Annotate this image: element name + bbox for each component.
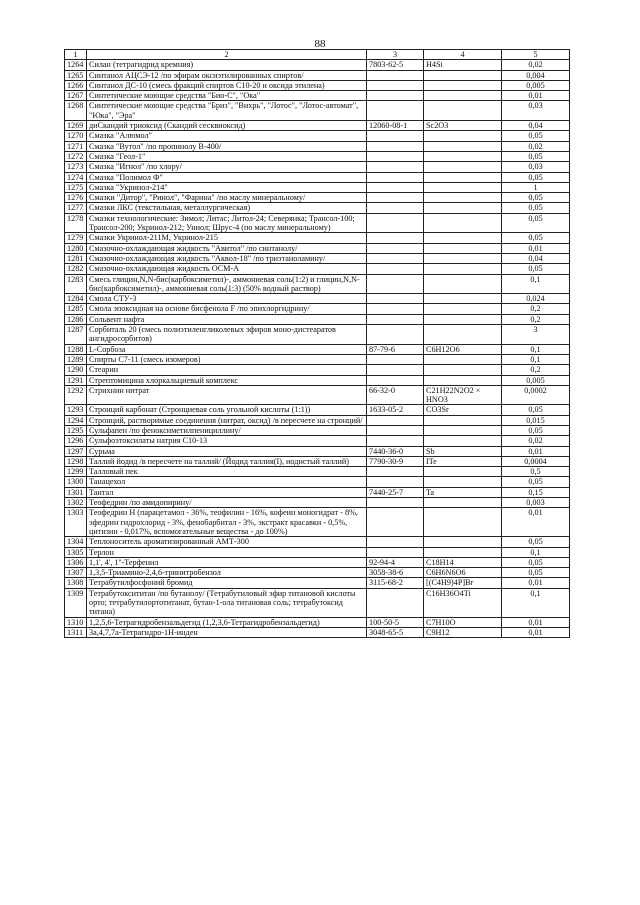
cas-number <box>367 243 424 253</box>
table-body <box>65 60 570 638</box>
row-number: 1279 <box>65 233 87 243</box>
row-number: 1282 <box>65 264 87 274</box>
header-col-4: 4 <box>424 50 502 60</box>
cas-number: 7440-36-0 <box>367 446 424 456</box>
chemical-formula: H4Si <box>424 60 502 70</box>
chemical-formula <box>424 131 502 141</box>
cas-number: 3058-38-6 <box>367 568 424 578</box>
substance-name: Тантал <box>87 487 367 497</box>
table-row <box>65 415 570 425</box>
table-row <box>65 365 570 375</box>
substance-name: Сурьма <box>87 446 367 456</box>
cas-number: 66-32-0 <box>367 385 424 405</box>
substance-name: L-Сорбоза <box>87 344 367 354</box>
limit-value: 0,1 <box>502 354 570 364</box>
chemical-formula <box>424 243 502 253</box>
row-number: 1286 <box>65 314 87 324</box>
chemical-formula <box>424 233 502 243</box>
chemical-formula <box>424 467 502 477</box>
limit-value: 0,03 <box>502 101 570 121</box>
table-row <box>65 508 570 537</box>
row-number: 1278 <box>65 213 87 233</box>
table-row <box>65 243 570 253</box>
cas-number <box>367 508 424 537</box>
chemical-formula <box>424 213 502 233</box>
substance-name: Синтанол АЦСЭ-12 /по эфирам оксиэтилированных спиртов/ <box>87 70 367 80</box>
limit-value: 0,05 <box>502 477 570 487</box>
limit-value: 0,05 <box>502 172 570 182</box>
table-row <box>65 172 570 182</box>
chemical-formula <box>424 375 502 385</box>
cas-number: 12060-08-1 <box>367 121 424 131</box>
table-row <box>65 141 570 151</box>
table-row <box>65 264 570 274</box>
table-row <box>65 578 570 588</box>
substance-name: 1,1', 4', 1''-Терфенил <box>87 557 367 567</box>
limit-value: 0,05 <box>502 405 570 415</box>
header-col-2: 2 <box>87 50 367 60</box>
limit-value: 0,01 <box>502 91 570 101</box>
cas-number <box>367 274 424 294</box>
row-number: 1291 <box>65 375 87 385</box>
header-col-5: 5 <box>502 50 570 60</box>
cas-number: 3115-68-2 <box>367 578 424 588</box>
chemical-formula <box>424 264 502 274</box>
table-row <box>65 547 570 557</box>
cas-number <box>367 193 424 203</box>
cas-number: 7790-30-9 <box>367 456 424 466</box>
substance-name: Смесь глицин,N,N-бис(карбоксиметил)-, аммониевая соль(1:2) и глицин,N,N-бис(карбоксиметил)-, аммониевая соль(1:3) (50% водный раствор) <box>87 274 367 294</box>
cas-number <box>367 588 424 617</box>
row-number: 1274 <box>65 172 87 182</box>
substance-name: Тетрабутилфосфоний бромид <box>87 578 367 588</box>
table-row <box>65 213 570 233</box>
substance-name: Синтетические моющие средства "Био-С", "Ока" <box>87 91 367 101</box>
chemical-formula <box>424 314 502 324</box>
row-number: 1288 <box>65 344 87 354</box>
cas-number: 100-50-5 <box>367 617 424 627</box>
chemical-formula <box>424 354 502 364</box>
table-row <box>65 436 570 446</box>
row-number: 1265 <box>65 70 87 80</box>
limit-value: 0,1 <box>502 547 570 557</box>
row-number: 1285 <box>65 304 87 314</box>
chemical-formula: C16H36O4Ti <box>424 588 502 617</box>
cas-number <box>367 375 424 385</box>
chemical-formula <box>424 141 502 151</box>
cas-number <box>367 304 424 314</box>
limit-value: 0,05 <box>502 537 570 547</box>
table-row <box>65 203 570 213</box>
row-number: 1290 <box>65 365 87 375</box>
substance-name: Смазка "Вутол" /по пропинолу В-400/ <box>87 141 367 151</box>
substance-name: Теплоноситель ароматизированный АМТ-300 <box>87 537 367 547</box>
table-row <box>65 304 570 314</box>
limit-value: 0,1 <box>502 274 570 294</box>
cas-number <box>367 151 424 161</box>
row-number: 1308 <box>65 578 87 588</box>
row-number: 1272 <box>65 151 87 161</box>
table-row <box>65 425 570 435</box>
substance-name: Смазочно-охлаждающая жидкость "Авитол" /по синтанолу/ <box>87 243 367 253</box>
limit-value: 0,01 <box>502 243 570 253</box>
header-row <box>65 50 570 60</box>
cas-number <box>367 182 424 192</box>
table-row <box>65 274 570 294</box>
limit-value: 0,02 <box>502 436 570 446</box>
substance-name: Смазки Укринол-211М, Укринол-215 <box>87 233 367 243</box>
row-number: 1268 <box>65 101 87 121</box>
table-row <box>65 193 570 203</box>
limit-value: 0,01 <box>502 508 570 537</box>
substance-name: Стронций, растворимые соединения (нитрат, оксид) /в пересчете на стронций/ <box>87 415 367 425</box>
chemical-formula: C18H14 <box>424 557 502 567</box>
limit-value: 0,04 <box>502 121 570 131</box>
table-row <box>65 588 570 617</box>
substance-name: Тетрабутоксититан /по бутанолу/ (Тетрабутиловый эфир титановой кислоты орто; тетрабутилортотитанат, бутан-1-ола титановая соль; тетрабутоксид титана) <box>87 588 367 617</box>
row-number: 1305 <box>65 547 87 557</box>
row-number: 1273 <box>65 162 87 172</box>
limit-value: 0,02 <box>502 141 570 151</box>
table-row <box>65 354 570 364</box>
row-number: 1307 <box>65 568 87 578</box>
limit-value: 0,0004 <box>502 456 570 466</box>
table-row <box>65 131 570 141</box>
substance-name: Смазка "Алюмол" <box>87 131 367 141</box>
table-row <box>65 537 570 547</box>
row-number: 1294 <box>65 415 87 425</box>
row-number: 1283 <box>65 274 87 294</box>
substance-name: Стронций карбонат (Стронциевая соль угольной кислоты (1:1)) <box>87 405 367 415</box>
limit-value: 0,05 <box>502 131 570 141</box>
limit-value: 0,05 <box>502 425 570 435</box>
table-row <box>65 162 570 172</box>
chemical-formula: Ta <box>424 487 502 497</box>
table-row <box>65 498 570 508</box>
substance-name: Стрихнин нитрат <box>87 385 367 405</box>
cas-number <box>367 477 424 487</box>
limit-value: 0,003 <box>502 498 570 508</box>
row-number: 1280 <box>65 243 87 253</box>
limit-value: 0,2 <box>502 314 570 324</box>
cas-number <box>367 162 424 172</box>
substance-name: Теофедрин /по амидопирину/ <box>87 498 367 508</box>
limit-value: 0,005 <box>502 80 570 90</box>
substances-table <box>64 49 570 638</box>
cas-number <box>367 547 424 557</box>
row-number: 1298 <box>65 456 87 466</box>
substance-name: Смазочно-охлаждающая жидкость "Аквол-18" /по триэтаноламину/ <box>87 253 367 263</box>
row-number: 1269 <box>65 121 87 131</box>
substance-name: Смазки "Дитор", "Ринол", "Фарина" /по маслу минеральному/ <box>87 193 367 203</box>
limit-value: 0,015 <box>502 415 570 425</box>
limit-value: 0,05 <box>502 233 570 243</box>
cas-number <box>367 213 424 233</box>
row-number: 1271 <box>65 141 87 151</box>
table-row <box>65 91 570 101</box>
row-number: 1299 <box>65 467 87 477</box>
row-number: 1292 <box>65 385 87 405</box>
row-number: 1289 <box>65 354 87 364</box>
substance-name: Танацехол <box>87 477 367 487</box>
row-number: 1284 <box>65 294 87 304</box>
cas-number <box>367 425 424 435</box>
limit-value: 0,05 <box>502 151 570 161</box>
substance-name: Теофедрин Н (парацетамол - 36%, теофилин - 16%, кофеин моногидрат - 8%, эфедрин гидрохлорид - 3%, фенобарбитал - 3%, экстракт красавки - 0,5%, цитизин - 0,017%, вспомогательные вещества - до 100%) <box>87 508 367 537</box>
chemical-formula <box>424 162 502 172</box>
chemical-formula <box>424 477 502 487</box>
cas-number <box>367 141 424 151</box>
chemical-formula <box>424 547 502 557</box>
substance-name: Смазки технологические: Зимол; Литас; Литол-24; Северянка; Трансол-100; Трансол-200; Укринол-212; Униол; Шрус-4 (по маслу минеральному) <box>87 213 367 233</box>
chemical-formula <box>424 203 502 213</box>
substance-name: Сульфапен /по феноксиметилпенициллину/ <box>87 425 367 435</box>
limit-value: 0,05 <box>502 568 570 578</box>
chemical-formula: ITe <box>424 456 502 466</box>
table-row <box>65 477 570 487</box>
substance-name: Талловый пек <box>87 467 367 477</box>
substance-name: 1,3,5-Триамино-2,4,6-тринитробензол <box>87 568 367 578</box>
limit-value: 0,0002 <box>502 385 570 405</box>
substance-name: Сорбиталь 20 (смесь полиэтиленгликолевых эфиров моно-дистеаратов ангидросорбитов) <box>87 325 367 345</box>
chemical-formula: CO3Sr <box>424 405 502 415</box>
row-number: 1303 <box>65 508 87 537</box>
table-row <box>65 385 570 405</box>
page-number: 88 <box>314 38 326 50</box>
limit-value: 0,5 <box>502 467 570 477</box>
table-row <box>65 70 570 80</box>
chemical-formula <box>424 101 502 121</box>
row-number: 1304 <box>65 537 87 547</box>
chemical-formula <box>424 436 502 446</box>
row-number: 1300 <box>65 477 87 487</box>
limit-value: 0,02 <box>502 60 570 70</box>
table-row <box>65 405 570 415</box>
cas-number <box>367 172 424 182</box>
cas-number: 92-94-4 <box>367 557 424 567</box>
cas-number: 7440-25-7 <box>367 487 424 497</box>
table-row <box>65 557 570 567</box>
row-number: 1287 <box>65 325 87 345</box>
substance-name: Смазка "Геол-1" <box>87 151 367 161</box>
table-row <box>65 375 570 385</box>
cas-number <box>367 101 424 121</box>
row-number: 1296 <box>65 436 87 446</box>
chemical-formula <box>424 325 502 345</box>
cas-number <box>367 264 424 274</box>
row-number: 1297 <box>65 446 87 456</box>
substance-name: Смола эпоксидная на основе бисфенола F /по эпихлоргидрину/ <box>87 304 367 314</box>
row-number: 1295 <box>65 425 87 435</box>
row-number: 1267 <box>65 91 87 101</box>
limit-value: 0,004 <box>502 70 570 80</box>
cas-number <box>367 436 424 446</box>
table-row <box>65 294 570 304</box>
cas-number <box>367 354 424 364</box>
chemical-formula: C6H12O6 <box>424 344 502 354</box>
chemical-formula: C21H22N2O2 × HNO3 <box>424 385 502 405</box>
limit-value: 0,1 <box>502 344 570 354</box>
substance-name: Смазка "Полимол Ф" <box>87 172 367 182</box>
chemical-formula <box>424 70 502 80</box>
chemical-formula <box>424 172 502 182</box>
row-number: 1301 <box>65 487 87 497</box>
chemical-formula: C9H12 <box>424 627 502 637</box>
table-row <box>65 487 570 497</box>
header-col-1: 1 <box>65 50 87 60</box>
limit-value: 0,2 <box>502 365 570 375</box>
cas-number <box>367 80 424 90</box>
cas-number <box>367 467 424 477</box>
limit-value: 0,1 <box>502 588 570 617</box>
table-row <box>65 233 570 243</box>
chemical-formula <box>424 182 502 192</box>
chemical-formula <box>424 425 502 435</box>
cas-number <box>367 91 424 101</box>
cas-number <box>367 70 424 80</box>
limit-value: 0,024 <box>502 294 570 304</box>
header-col-3: 3 <box>367 50 424 60</box>
limit-value: 0,05 <box>502 203 570 213</box>
row-number: 1306 <box>65 557 87 567</box>
cas-number <box>367 294 424 304</box>
row-number: 1281 <box>65 253 87 263</box>
table-row <box>65 101 570 121</box>
chemical-formula: C6H6N6O6 <box>424 568 502 578</box>
chemical-formula <box>424 304 502 314</box>
cas-number <box>367 203 424 213</box>
substance-name: Смазка "Игнол" /по хлору/ <box>87 162 367 172</box>
cas-number <box>367 314 424 324</box>
table-row <box>65 253 570 263</box>
cas-number: 7803-62-5 <box>367 60 424 70</box>
limit-value: 0,05 <box>502 213 570 233</box>
substance-name: Смола СТУ-3 <box>87 294 367 304</box>
cas-number <box>367 415 424 425</box>
chemical-formula <box>424 193 502 203</box>
chemical-formula <box>424 508 502 537</box>
substance-name: Синтанол ДС-10 (смесь фракций спиртов С10-20 и оксида этилена) <box>87 80 367 90</box>
cas-number <box>367 325 424 345</box>
cas-number <box>367 131 424 141</box>
substance-name: Спирты С7-11 (смесь изомеров) <box>87 354 367 364</box>
limit-value: 0,05 <box>502 557 570 567</box>
row-number: 1264 <box>65 60 87 70</box>
limit-value: 3 <box>502 325 570 345</box>
row-number: 1310 <box>65 617 87 627</box>
cas-number: 1633-05-2 <box>367 405 424 415</box>
limit-value: 0,04 <box>502 253 570 263</box>
substance-name: Сульфоэтоксилаты натрия С10-13 <box>87 436 367 446</box>
limit-value: 0,03 <box>502 162 570 172</box>
table-row <box>65 60 570 70</box>
substance-name: Сольвент нафта <box>87 314 367 324</box>
substance-name: Терлон <box>87 547 367 557</box>
table-row <box>65 467 570 477</box>
table-row <box>65 121 570 131</box>
limit-value: 0,05 <box>502 193 570 203</box>
row-number: 1311 <box>65 627 87 637</box>
cas-number: 87-79-6 <box>367 344 424 354</box>
row-number: 1270 <box>65 131 87 141</box>
chemical-formula <box>424 365 502 375</box>
substance-name: Таллий йодид /в пересчете на таллий/ (Йодид таллия(I), иодистый таллий) <box>87 456 367 466</box>
table-row <box>65 344 570 354</box>
substance-name: Стрептомицина хлоркальциевый комплекс <box>87 375 367 385</box>
table-row <box>65 456 570 466</box>
chemical-formula <box>424 80 502 90</box>
chemical-formula <box>424 253 502 263</box>
substance-name: Смазки ЛКС (текстильная, металлургическая) <box>87 203 367 213</box>
cas-number <box>367 253 424 263</box>
limit-value: 0,15 <box>502 487 570 497</box>
limit-value: 0,01 <box>502 446 570 456</box>
substance-name: Стеарин <box>87 365 367 375</box>
limit-value: 1 <box>502 182 570 192</box>
cas-number <box>367 537 424 547</box>
substance-name: 3а,4,7,7а-Тетрагидро-1Н-инден <box>87 627 367 637</box>
substance-name: диСкандий триоксид (Скандий сесквиоксид) <box>87 121 367 131</box>
table-row <box>65 151 570 161</box>
chemical-formula: [(C4H9)4P]Br <box>424 578 502 588</box>
chemical-formula <box>424 274 502 294</box>
chemical-formula <box>424 498 502 508</box>
table-row <box>65 325 570 345</box>
row-number: 1277 <box>65 203 87 213</box>
row-number: 1302 <box>65 498 87 508</box>
table-row <box>65 568 570 578</box>
limit-value: 0,05 <box>502 264 570 274</box>
substance-name: Смазка "Укринол-214" <box>87 182 367 192</box>
limit-value: 0,01 <box>502 627 570 637</box>
row-number: 1309 <box>65 588 87 617</box>
cas-number: 3048-65-5 <box>367 627 424 637</box>
chemical-formula <box>424 151 502 161</box>
table-row <box>65 446 570 456</box>
limit-value: 0,005 <box>502 375 570 385</box>
substance-name: Силан (тетрагидрид кремния) <box>87 60 367 70</box>
chemical-formula <box>424 91 502 101</box>
cas-number <box>367 233 424 243</box>
limit-value: 0,01 <box>502 617 570 627</box>
chemical-formula <box>424 294 502 304</box>
substance-name: Синтетические моющие средства "Бриз", "Вихрь", "Лотос", "Лотос-автомат", "Юка", "Эра" <box>87 101 367 121</box>
cas-number <box>367 365 424 375</box>
substance-name: 1,2,5,6-Тетрагидробензальдегид (1,2,3,6-Тетрагидробензальдегид) <box>87 617 367 627</box>
table-row <box>65 627 570 637</box>
chemical-formula <box>424 415 502 425</box>
row-number: 1266 <box>65 80 87 90</box>
chemical-formula: Sc2O3 <box>424 121 502 131</box>
row-number: 1276 <box>65 193 87 203</box>
limit-value: 0,01 <box>502 578 570 588</box>
table-row <box>65 182 570 192</box>
chemical-formula: C7H10O <box>424 617 502 627</box>
row-number: 1293 <box>65 405 87 415</box>
cas-number <box>367 498 424 508</box>
table-row <box>65 617 570 627</box>
table-row <box>65 80 570 90</box>
chemical-formula: Sb <box>424 446 502 456</box>
table-row <box>65 314 570 324</box>
limit-value: 0,2 <box>502 304 570 314</box>
chemical-formula <box>424 537 502 547</box>
row-number: 1275 <box>65 182 87 192</box>
substance-name: Смазочно-охлаждающая жидкость ОСМ-А <box>87 264 367 274</box>
